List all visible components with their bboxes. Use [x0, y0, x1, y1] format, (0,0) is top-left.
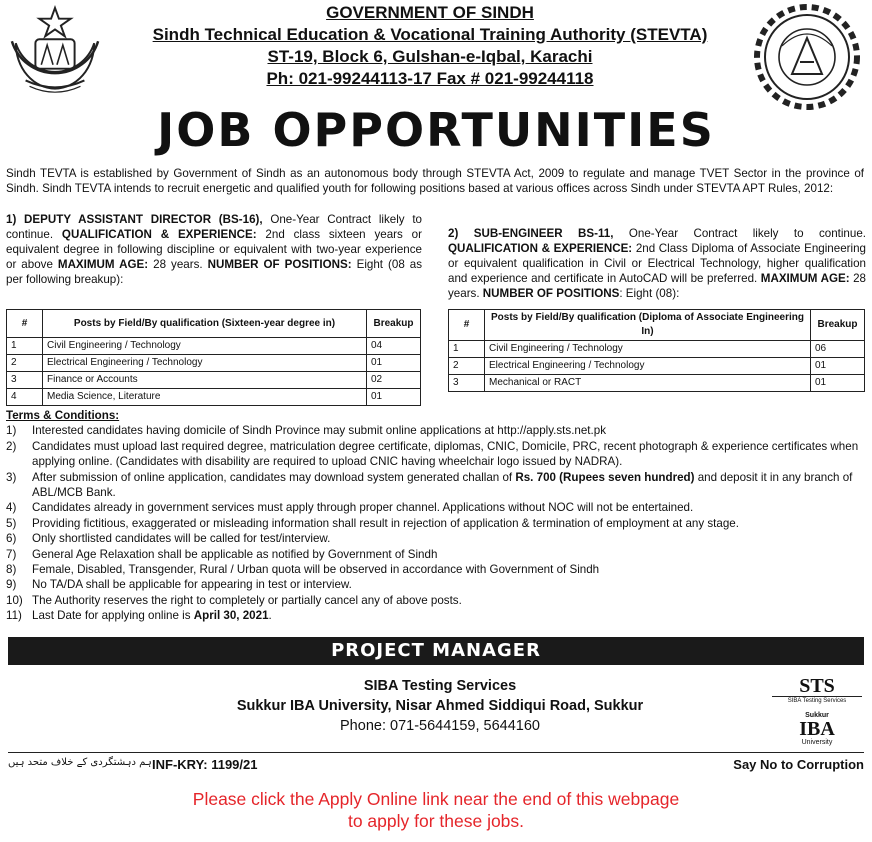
table-row [449, 341, 865, 358]
table-cell: 02 [367, 372, 421, 389]
inf-reference: INF-KRY: 1199/21 [152, 757, 258, 772]
list-item [6, 593, 868, 608]
list-item-text [32, 470, 868, 501]
table-cell: 2 [7, 355, 43, 372]
list-item-number: 11) [6, 609, 22, 623]
siba-phone: Phone: 071-5644159, 5644160 [340, 718, 540, 734]
table-cell: 4 [7, 389, 43, 406]
list-item-number: 8) [6, 563, 17, 577]
position-2-description [448, 226, 866, 301]
challan-fee: Rs. 700 (Rupees seven hundred) [515, 470, 695, 484]
table-header-cell: Posts by Field/By qualification (Sixteen-year degree in) [43, 310, 367, 338]
position-2-num-label: NUMBER OF POSITIONS [482, 287, 620, 300]
list-item [6, 608, 868, 623]
table-cell: 1 [449, 341, 485, 358]
table-cell: 1 [7, 338, 43, 355]
authority-name: Sindh Technical Education & Vocational Training Authority (STEVTA) [152, 25, 708, 44]
siba-address: Sukkur IBA University, Nisar Ahmed Siddiqui Road, Sukkur [236, 698, 644, 714]
table-header-cell: # [449, 310, 485, 341]
table-row [7, 372, 421, 389]
table-cell: 01 [367, 355, 421, 372]
project-manager-banner: PROJECT MANAGER [8, 637, 864, 665]
table-cell: 3 [7, 372, 43, 389]
list-item-number: 10) [6, 593, 23, 607]
iba-logo-top: Sukkur [805, 712, 829, 719]
intro-paragraph: Sindh TEVTA is established by Government of Sindh as an autonomous body through STEVTA Act, 2009 to regulate and manage TVET Sector in the province of Sindh. Sindh TEVTA intends to recruit energetic and qualified youth for following positions based at various offices across Sindh under STEVTA APT Rules, 2012: [6, 167, 864, 195]
list-item [6, 423, 868, 438]
position-2-age-label: MAXIMUM AGE: [760, 272, 850, 285]
position-2-qual-text: 2nd Class Diploma of Associate Engineering or equivalent qualification in Civil or Electrical Technology, higher qualification and experience and certificate in AutoCAD will be preferred. [448, 242, 866, 285]
terms-title: Terms & Conditions: [6, 409, 120, 422]
list-item-number: 4) [6, 501, 17, 515]
position-2-title: 2) SUB-ENGINEER BS-11, [448, 227, 614, 240]
table-header-cell: Breakup [367, 310, 421, 338]
list-item-text [32, 608, 868, 623]
list-item-number: 7) [6, 547, 17, 561]
header [0, 0, 872, 100]
apply-online-line-2: to apply for these jobs. [347, 811, 525, 831]
list-item [6, 562, 868, 577]
table-cell: 01 [811, 358, 865, 375]
header-text [110, 2, 750, 90]
table-header-cell: Breakup [811, 310, 865, 341]
apply-online-line-1: Please click the Apply Online link near the end of this webpage [192, 789, 680, 809]
list-item-text: Candidates already in government services must apply through proper channel. Applications without NOC will not be entertained. [32, 501, 694, 515]
table-cell: Finance or Accounts [43, 372, 367, 389]
list-item-text-part: and deposit it in any branch of ABL/MCB Bank. [32, 470, 853, 500]
table-cell: 01 [367, 389, 421, 406]
headline: JOB OPPORTUNITIES [157, 103, 715, 157]
list-item-number: 2) [6, 439, 17, 453]
list-item-text-part: Last Date for applying online is [32, 609, 194, 623]
position-1-age-label: MAXIMUM AGE: [57, 258, 149, 271]
table-cell: Civil Engineering / Technology [485, 341, 811, 358]
table-cell: Media Science, Literature [43, 389, 367, 406]
table-row [7, 389, 421, 406]
table-header-row [449, 310, 865, 341]
list-item [6, 531, 868, 546]
position-2-table [448, 309, 865, 392]
sindh-government-emblem-icon [6, 4, 104, 102]
list-item [6, 577, 868, 592]
position-1-description [6, 212, 422, 287]
position-1-age-text: 28 years. [148, 258, 208, 271]
list-item [6, 500, 868, 515]
position-2-qual-label: QUALIFICATION & EXPERIENCE: [448, 242, 633, 255]
position-1-num-label: NUMBER OF POSITIONS: [207, 258, 352, 271]
list-item-number: 5) [6, 516, 17, 530]
list-item-number: 6) [6, 532, 17, 546]
list-item-text: Candidates must upload last required degree, matriculation degree certificate, diplomas, CNIC, Domicile, PRC, recent photograph & experience certificates when applying online. (Candidates with disability are required to upload CNIC having wheelchair logo issued by NADRA). [32, 439, 859, 469]
position-2-num-text: : Eight (08): [619, 287, 680, 300]
sts-logo-sub: SIBA Testing Services [772, 696, 862, 705]
list-item-text: No TA/DA shall be applicable for appearing in test or interview. [32, 578, 352, 592]
siba-contact [150, 676, 730, 736]
table-cell: 06 [811, 341, 865, 358]
table-cell: 2 [449, 358, 485, 375]
sts-iba-logo [772, 676, 862, 756]
table-row [7, 338, 421, 355]
position-1-title: 1) DEPUTY ASSISTANT DIRECTOR (BS-16), [6, 213, 263, 226]
list-item [6, 547, 868, 562]
footer [8, 752, 864, 776]
table-row [449, 375, 865, 392]
sts-logo-text: STS [799, 675, 835, 697]
last-date: April 30, 2021 [193, 609, 269, 623]
table-cell: 3 [449, 375, 485, 392]
authority-address: ST-19, Block 6, Gulshan-e-Iqbal, Karachi [267, 47, 593, 66]
terms-and-conditions [6, 408, 868, 624]
table-header-row [7, 310, 421, 338]
list-item-number: 1) [6, 424, 17, 438]
list-item-text-part: . [268, 609, 272, 623]
position-1-qual-text: 2nd class sixteen years or equivalent degree in following discipline or equivalent with two-year experience or above [6, 228, 422, 271]
urdu-slogan: ہم دہشتگردی کے خلاف متحد ہیں [8, 757, 152, 768]
list-item-text: Only shortlisted candidates will be called for test/interview. [32, 532, 331, 546]
position-1-qual-label: QUALIFICATION & EXPERIENCE: [61, 228, 257, 241]
list-item [6, 516, 868, 531]
position-2-text: One-Year Contract likely to continue. [613, 227, 866, 240]
position-2-age-text: 28 years. [448, 272, 866, 300]
position-1-num-text: Eight (08 as per following breakup): [6, 258, 423, 286]
list-item [6, 439, 868, 470]
table-row [7, 355, 421, 372]
list-item [6, 470, 868, 501]
government-title: GOVERNMENT OF SINDH [326, 3, 534, 22]
table-cell: 04 [367, 338, 421, 355]
table-cell: Electrical Engineering / Technology [43, 355, 367, 372]
list-item-number: 3) [6, 470, 17, 484]
list-item-number: 9) [6, 578, 17, 592]
siba-name: SIBA Testing Services [363, 678, 517, 694]
table-cell: Electrical Engineering / Technology [485, 358, 811, 375]
apply-online-notice [0, 788, 872, 832]
list-item-text: Interested candidates having domicile of Sindh Province may submit online applications at http://apply.sts.net.pk [32, 424, 606, 438]
list-item-text: The Authority reserves the right to completely or partially cancel any of above posts. [32, 593, 462, 607]
iba-logo-text: IBA [799, 718, 835, 740]
table-cell: Mechanical or RACT [485, 375, 811, 392]
iba-logo-sub: University [801, 739, 833, 746]
stevta-gear-logo-icon [752, 2, 862, 112]
position-1-table [6, 309, 421, 406]
list-item-text: General Age Relaxation shall be applicable as notified by Government of Sindh [32, 547, 438, 561]
anti-corruption-slogan: Say No to Corruption [733, 757, 864, 772]
authority-phone: Ph: 021-99244113-17 Fax # 021-99244118 [266, 69, 594, 88]
table-row [449, 358, 865, 375]
list-item-text: Female, Disabled, Transgender, Rural / Urban quota will be observed in accordance with Government of Sindh [32, 563, 600, 577]
list-item-text: Providing fictitious, exaggerated or misleading information shall result in rejection of application & termination of employment at any stage. [32, 516, 739, 530]
position-1-text: One-Year Contract likely to continue. [6, 213, 422, 241]
table-cell: 01 [811, 375, 865, 392]
table-header-cell: # [7, 310, 43, 338]
table-header-cell: Posts by Field/By qualification (Diploma of Associate Engineering In) [485, 310, 811, 341]
table-cell: Civil Engineering / Technology [43, 338, 367, 355]
list-item-text-part: After submission of online application, candidates may download system generated challan of [32, 470, 516, 484]
